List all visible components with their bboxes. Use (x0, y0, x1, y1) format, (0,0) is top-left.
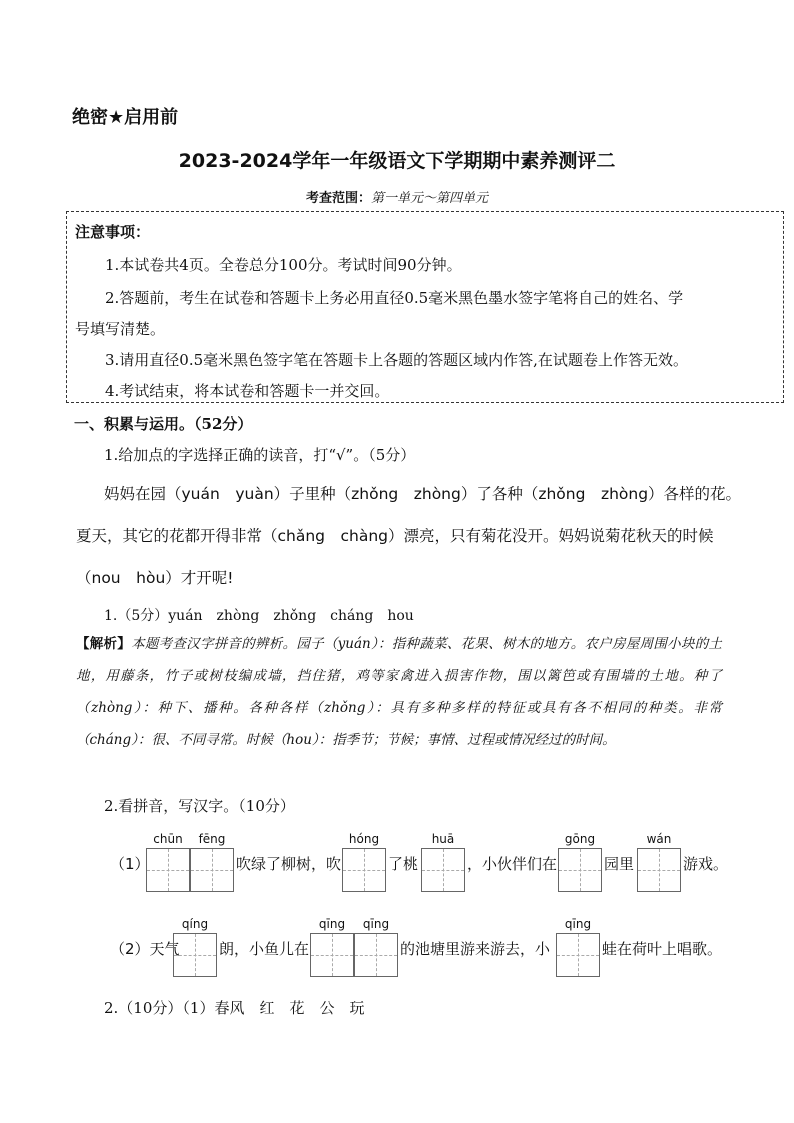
pinyin-chun: chūn (153, 832, 183, 846)
pinyin-qing: qīng (318, 917, 346, 931)
notice-item-4: 4.考试结束，将本试卷和答题卡一并交回。 (105, 382, 390, 400)
row1-text-4: 园里 (604, 855, 635, 873)
analysis-tag: 【解析】 (76, 636, 132, 652)
question-2: 2.看拼音，写汉字。（10分） (104, 797, 295, 815)
analysis-text: 本题考查汉字拼音的辨析。园子（yuán）：指种蔬菜、花果、树木的地方。农户房屋周围小块的土地，用藤条，竹子或树枝编成墙，挡住猪，鸡等家禽进入损害作物，围以篱笆或有围墙的土地。种了（zhòng）：种下、播种。各种各样（zhǒng）：具有多种多样的特征或具有各不相同的种类。非常（cháng）：很、不同寻常。时候（hou）：指季节；节候；事情、过程或情况经过的时间。 (76, 636, 722, 748)
pinyin-hua: huā (431, 832, 455, 846)
row2-text-0: （2）天气 (110, 940, 180, 958)
question-1-line-3: （nou hòu）才开呢! (76, 569, 234, 587)
exam-scope (0, 187, 794, 206)
row1-number: （1） (110, 855, 150, 873)
writing-box[interactable] (637, 848, 681, 892)
notice-item-2-cont: 号填写清楚。 (75, 320, 166, 338)
pinyin-hong: hóng (348, 832, 380, 846)
writing-box[interactable] (146, 848, 190, 892)
writing-box[interactable] (421, 848, 465, 892)
writing-box[interactable] (354, 933, 398, 977)
exam-title: 2023-2024学年一年级语文下学期期中素养测评二 (178, 150, 616, 172)
section-heading: 一、积累与运用。（52分） (74, 415, 253, 433)
row1-text-5: 游戏。 (683, 855, 729, 873)
answer-2: 2.（10分）（1）春风 红 花 公 玩 (104, 999, 365, 1017)
writing-box[interactable] (342, 848, 386, 892)
question-1-line-1: 妈妈在园（yuán yuàn）子里种（zhǒng zhòng）了各种（zhǒng zhòng）各样的花。 (104, 485, 742, 503)
row2-text-2: 的池塘里游来游去，小 (400, 940, 551, 958)
writing-box[interactable] (558, 848, 602, 892)
question-1-line-2: 夏天，其它的花都开得非常（chǎng chàng）漂亮，只有菊花没开。妈妈说菊花秋天的时候 (76, 527, 714, 545)
writing-box[interactable] (556, 933, 600, 977)
notice-item-3: 3.请用直径0.5毫米黑色签字笔在答题卡上各题的答题区域内作答,在试题卷上作答无效。 (105, 351, 688, 369)
notice-item-2: 2.答题前，考生在试卷和答题卡上务必用直径0.5毫米黑色墨水签字笔将自己的姓名、学 (105, 289, 684, 307)
writing-box[interactable] (190, 848, 234, 892)
scope-value: 第一单元～第四单元 (371, 191, 489, 206)
row1-text-1: 吹绿了柳树，吹 (236, 855, 342, 873)
row2-text-1: 朗，小鱼儿在 (219, 940, 310, 958)
notice-item-1: 1.本试卷共4页。全卷总分100分。考试时间90分钟。 (105, 256, 462, 274)
row1-text-3: ，小伙伴们在 (467, 855, 558, 873)
pinyin-qing: qīng (362, 917, 390, 931)
analysis-1 (76, 628, 722, 756)
question-1: 1.给加点的字选择正确的读音，打“√”。（5分） (104, 446, 416, 464)
pinyin-gong: gōng (564, 832, 596, 846)
notice-box (66, 211, 784, 403)
answer-1: 1.（5分）yuán zhòng zhǒng cháng hou (104, 608, 414, 624)
pinyin-qing: qīng (564, 917, 592, 931)
writing-box[interactable] (173, 933, 217, 977)
scope-label: 考查范围： (305, 191, 371, 206)
confidential-mark: 绝密★启用前 (72, 107, 179, 128)
row1-text-2: 了桃 (388, 855, 419, 873)
row2-text-3: 蛙在荷叶上唱歌。 (602, 940, 723, 958)
pinyin-wan: wán (646, 832, 672, 846)
notice-heading: 注意事项： (75, 223, 151, 241)
pinyin-qing: qíng (181, 917, 209, 931)
pinyin-feng: fēng (198, 832, 226, 846)
writing-box[interactable] (310, 933, 354, 977)
